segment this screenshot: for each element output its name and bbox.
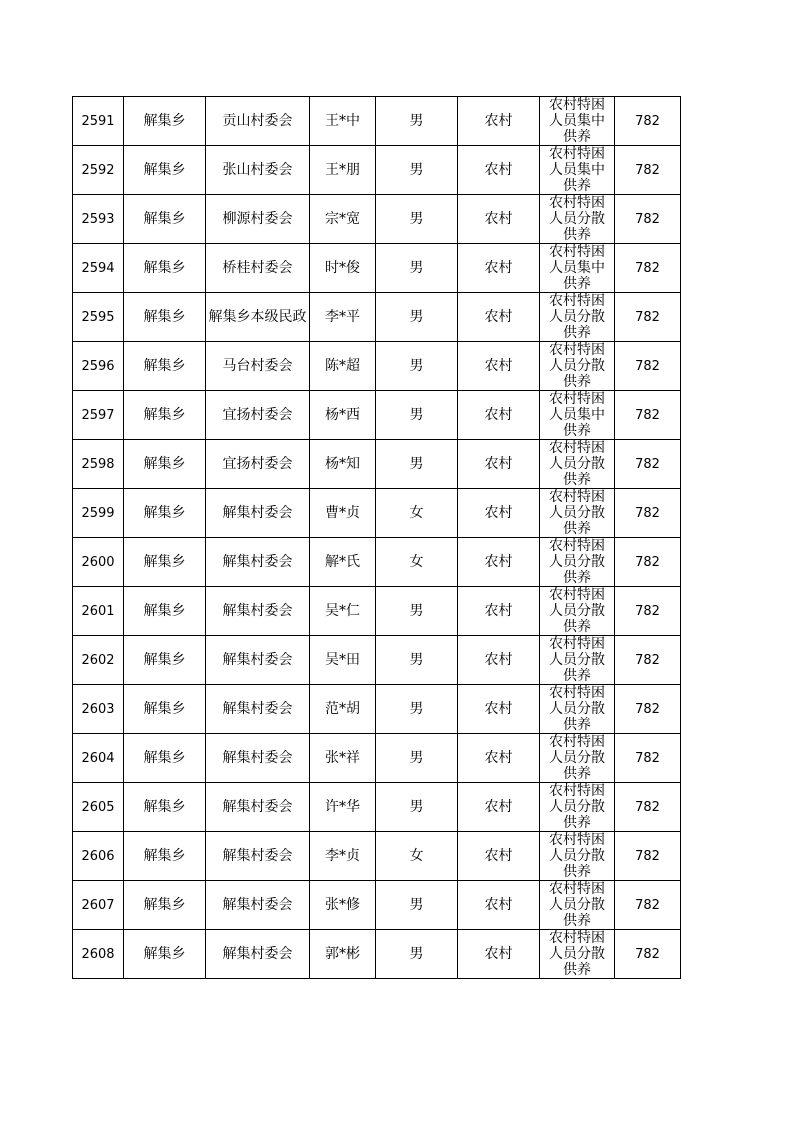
cell-serial-number: 2607 [73, 881, 124, 930]
cell-serial-number: 2592 [73, 146, 124, 195]
cell-support-category [540, 587, 615, 636]
support-category-text: 农村特困人员集中供养 [549, 146, 605, 194]
cell-gender: 男 [376, 734, 458, 783]
table-row [73, 440, 681, 489]
cell-amount: 782 [615, 293, 681, 342]
cell-support-category [540, 342, 615, 391]
cell-gender: 男 [376, 783, 458, 832]
cell-amount: 782 [615, 881, 681, 930]
cell-village-unit: 解集村委会 [206, 538, 310, 587]
cell-township: 解集乡 [124, 636, 206, 685]
cell-township: 解集乡 [124, 293, 206, 342]
cell-village-unit: 解集村委会 [206, 489, 310, 538]
cell-amount: 782 [615, 685, 681, 734]
cell-gender: 男 [376, 685, 458, 734]
cell-area-type: 农村 [458, 783, 540, 832]
cell-area-type: 农村 [458, 734, 540, 783]
cell-amount: 782 [615, 97, 681, 146]
cell-serial-number: 2593 [73, 195, 124, 244]
cell-amount: 782 [615, 146, 681, 195]
cell-serial-number: 2599 [73, 489, 124, 538]
cell-gender: 男 [376, 930, 458, 979]
support-category-text: 农村特困人员分散供养 [549, 930, 605, 978]
cell-support-category [540, 244, 615, 293]
cell-village-unit: 解集村委会 [206, 587, 310, 636]
table-row [73, 881, 681, 930]
support-category-text: 农村特困人员集中供养 [549, 391, 605, 439]
cell-area-type: 农村 [458, 538, 540, 587]
cell-area-type: 农村 [458, 146, 540, 195]
cell-amount: 782 [615, 244, 681, 293]
support-category-text: 农村特困人员分散供养 [549, 440, 605, 488]
cell-person-name: 杨*西 [310, 391, 376, 440]
relief-roster-table [72, 96, 681, 979]
table-row [73, 930, 681, 979]
support-category-text: 农村特困人员集中供养 [549, 244, 605, 292]
cell-person-name: 郭*彬 [310, 930, 376, 979]
cell-area-type: 农村 [458, 636, 540, 685]
cell-township: 解集乡 [124, 734, 206, 783]
cell-serial-number: 2604 [73, 734, 124, 783]
cell-township: 解集乡 [124, 881, 206, 930]
cell-amount: 782 [615, 342, 681, 391]
cell-support-category [540, 881, 615, 930]
cell-area-type: 农村 [458, 587, 540, 636]
support-category-text: 农村特困人员分散供养 [549, 489, 605, 537]
cell-person-name: 张*祥 [310, 734, 376, 783]
support-category-text: 农村特困人员分散供养 [549, 636, 605, 684]
cell-area-type: 农村 [458, 881, 540, 930]
cell-person-name: 王*朋 [310, 146, 376, 195]
cell-village-unit: 宜扬村委会 [206, 440, 310, 489]
cell-village-unit: 解集村委会 [206, 734, 310, 783]
cell-serial-number: 2595 [73, 293, 124, 342]
cell-village-unit: 解集村委会 [206, 783, 310, 832]
support-category-text: 农村特困人员分散供养 [549, 685, 605, 733]
cell-serial-number: 2597 [73, 391, 124, 440]
cell-serial-number: 2605 [73, 783, 124, 832]
cell-gender: 女 [376, 832, 458, 881]
cell-amount: 782 [615, 636, 681, 685]
cell-gender: 女 [376, 538, 458, 587]
table-row [73, 146, 681, 195]
cell-township: 解集乡 [124, 97, 206, 146]
cell-serial-number: 2601 [73, 587, 124, 636]
cell-support-category [540, 391, 615, 440]
cell-village-unit: 贡山村委会 [206, 97, 310, 146]
support-category-text: 农村特困人员分散供养 [549, 832, 605, 880]
table-row [73, 538, 681, 587]
cell-support-category [540, 685, 615, 734]
cell-area-type: 农村 [458, 342, 540, 391]
cell-village-unit: 张山村委会 [206, 146, 310, 195]
cell-person-name: 吴*仁 [310, 587, 376, 636]
cell-serial-number: 2606 [73, 832, 124, 881]
cell-area-type: 农村 [458, 685, 540, 734]
cell-gender: 男 [376, 636, 458, 685]
cell-village-unit: 解集村委会 [206, 685, 310, 734]
cell-person-name: 范*胡 [310, 685, 376, 734]
cell-village-unit: 解集村委会 [206, 636, 310, 685]
table-row [73, 636, 681, 685]
cell-amount: 782 [615, 783, 681, 832]
cell-village-unit: 宜扬村委会 [206, 391, 310, 440]
cell-amount: 782 [615, 930, 681, 979]
cell-township: 解集乡 [124, 391, 206, 440]
table-row [73, 293, 681, 342]
cell-gender: 女 [376, 489, 458, 538]
cell-area-type: 农村 [458, 489, 540, 538]
cell-person-name: 解*氏 [310, 538, 376, 587]
table-row [73, 832, 681, 881]
cell-person-name: 宗*宽 [310, 195, 376, 244]
table-row [73, 783, 681, 832]
cell-support-category [540, 195, 615, 244]
cell-area-type: 农村 [458, 97, 540, 146]
cell-township: 解集乡 [124, 538, 206, 587]
cell-township: 解集乡 [124, 587, 206, 636]
cell-serial-number: 2608 [73, 930, 124, 979]
cell-township: 解集乡 [124, 195, 206, 244]
cell-gender: 男 [376, 391, 458, 440]
cell-gender: 男 [376, 146, 458, 195]
cell-amount: 782 [615, 832, 681, 881]
cell-village-unit: 解集乡本级民政 [206, 293, 310, 342]
cell-village-unit: 解集村委会 [206, 881, 310, 930]
cell-person-name: 吴*田 [310, 636, 376, 685]
cell-gender: 男 [376, 440, 458, 489]
cell-support-category [540, 636, 615, 685]
cell-support-category [540, 734, 615, 783]
cell-person-name: 陈*超 [310, 342, 376, 391]
table-row [73, 489, 681, 538]
table-row [73, 685, 681, 734]
table-row [73, 734, 681, 783]
cell-serial-number: 2600 [73, 538, 124, 587]
cell-gender: 男 [376, 293, 458, 342]
cell-support-category [540, 440, 615, 489]
cell-area-type: 农村 [458, 293, 540, 342]
cell-serial-number: 2603 [73, 685, 124, 734]
table-row [73, 587, 681, 636]
cell-amount: 782 [615, 440, 681, 489]
table-row [73, 244, 681, 293]
cell-person-name: 许*华 [310, 783, 376, 832]
cell-gender: 男 [376, 881, 458, 930]
cell-amount: 782 [615, 538, 681, 587]
support-category-text: 农村特困人员分散供养 [549, 881, 605, 929]
cell-support-category [540, 293, 615, 342]
support-category-text: 农村特困人员集中供养 [549, 97, 605, 145]
cell-township: 解集乡 [124, 146, 206, 195]
cell-township: 解集乡 [124, 342, 206, 391]
cell-serial-number: 2594 [73, 244, 124, 293]
cell-village-unit: 解集村委会 [206, 832, 310, 881]
cell-gender: 男 [376, 97, 458, 146]
cell-township: 解集乡 [124, 440, 206, 489]
cell-gender: 男 [376, 244, 458, 293]
support-category-text: 农村特困人员分散供养 [549, 783, 605, 831]
table-row [73, 195, 681, 244]
cell-amount: 782 [615, 489, 681, 538]
cell-person-name: 李*贞 [310, 832, 376, 881]
support-category-text: 农村特困人员分散供养 [549, 195, 605, 243]
cell-township: 解集乡 [124, 930, 206, 979]
cell-serial-number: 2598 [73, 440, 124, 489]
support-category-text: 农村特困人员分散供养 [549, 293, 605, 341]
cell-support-category [540, 97, 615, 146]
cell-township: 解集乡 [124, 685, 206, 734]
cell-area-type: 农村 [458, 244, 540, 293]
table-row [73, 342, 681, 391]
cell-support-category [540, 930, 615, 979]
table-row [73, 97, 681, 146]
table-body [73, 97, 681, 979]
cell-gender: 男 [376, 195, 458, 244]
cell-amount: 782 [615, 391, 681, 440]
cell-area-type: 农村 [458, 930, 540, 979]
cell-support-category [540, 489, 615, 538]
cell-person-name: 张*修 [310, 881, 376, 930]
support-category-text: 农村特困人员分散供养 [549, 734, 605, 782]
cell-person-name: 杨*知 [310, 440, 376, 489]
cell-amount: 782 [615, 195, 681, 244]
cell-serial-number: 2602 [73, 636, 124, 685]
cell-township: 解集乡 [124, 783, 206, 832]
cell-township: 解集乡 [124, 489, 206, 538]
cell-area-type: 农村 [458, 832, 540, 881]
cell-area-type: 农村 [458, 440, 540, 489]
cell-township: 解集乡 [124, 244, 206, 293]
cell-support-category [540, 783, 615, 832]
support-category-text: 农村特困人员分散供养 [549, 538, 605, 586]
cell-person-name: 曹*贞 [310, 489, 376, 538]
cell-gender: 男 [376, 587, 458, 636]
cell-village-unit: 解集村委会 [206, 930, 310, 979]
cell-area-type: 农村 [458, 391, 540, 440]
cell-support-category [540, 538, 615, 587]
cell-village-unit: 桥桂村委会 [206, 244, 310, 293]
cell-township: 解集乡 [124, 832, 206, 881]
cell-serial-number: 2596 [73, 342, 124, 391]
cell-person-name: 李*平 [310, 293, 376, 342]
cell-amount: 782 [615, 587, 681, 636]
cell-serial-number: 2591 [73, 97, 124, 146]
cell-area-type: 农村 [458, 195, 540, 244]
cell-person-name: 王*中 [310, 97, 376, 146]
support-category-text: 农村特困人员分散供养 [549, 342, 605, 390]
cell-village-unit: 马台村委会 [206, 342, 310, 391]
cell-village-unit: 柳源村委会 [206, 195, 310, 244]
table-row [73, 391, 681, 440]
cell-support-category [540, 146, 615, 195]
support-category-text: 农村特困人员分散供养 [549, 587, 605, 635]
cell-amount: 782 [615, 734, 681, 783]
cell-gender: 男 [376, 342, 458, 391]
cell-support-category [540, 832, 615, 881]
cell-person-name: 时*俊 [310, 244, 376, 293]
